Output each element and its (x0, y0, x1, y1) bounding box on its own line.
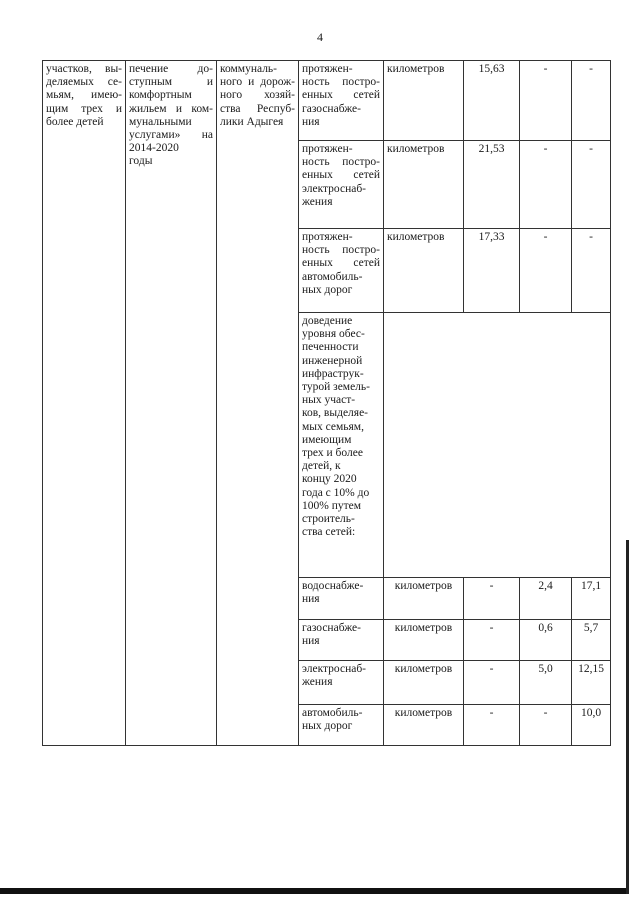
value-mid-cell: - (520, 705, 572, 746)
program-name-cell: печение до- ступным и комфортным жильем и ком- мунальными услугами» на 2014-2020 годы (126, 61, 217, 746)
indicator-cell: протяжен- ность постро- енных сетей газоснабже- ния (299, 61, 384, 141)
value-2014-cell: - (464, 661, 520, 705)
value-2014-cell: 17,33 (464, 229, 520, 313)
indicator-cell: протяжен- ность постро- енных сетей автомобиль- ных дорог (299, 229, 384, 313)
unit-cell: километров (384, 578, 464, 620)
value-2020-cell: - (572, 141, 611, 229)
value-mid-cell: 5,0 (520, 661, 572, 705)
empty-merged-cell (384, 313, 611, 578)
unit-cell: километров (384, 229, 464, 313)
value-2020-cell: 12,15 (572, 661, 611, 705)
indicators-table (42, 60, 611, 746)
value-mid-cell: 0,6 (520, 620, 572, 661)
ministry-cell: коммуналь- ного и дорож- ного хозяй- ства Респуб- лики Адыгея (217, 61, 299, 746)
indicator-cell: электроснаб- жения (299, 661, 384, 705)
unit-cell: километров (384, 141, 464, 229)
value-mid-cell: 2,4 (520, 578, 572, 620)
unit-cell: километров (384, 620, 464, 661)
unit-cell: километров (384, 61, 464, 141)
indicator-cell: автомобиль- ных дорог (299, 705, 384, 746)
value-mid-cell: - (520, 141, 572, 229)
indicator-heading-cell: доведение уровня обес- печенности инженерной инфраструк- турой земель- ных участ- ков, выделяе- мых семьям, имеющим трех и более детей, к концу 2020 года с 10% до 100% путем строитель- ства сетей: (299, 313, 384, 578)
value-2020-cell: 10,0 (572, 705, 611, 746)
value-2020-cell: - (572, 229, 611, 313)
unit-cell: километров (384, 661, 464, 705)
land-plots-cell: участков, вы- деляемых се- мьям, имею- щим трех и более детей (43, 61, 126, 746)
indicator-cell: газоснабже- ния (299, 620, 384, 661)
value-mid-cell: - (520, 229, 572, 313)
page-number: 4 (317, 30, 323, 44)
value-2020-cell: 17,1 (572, 578, 611, 620)
value-2014-cell: 15,63 (464, 61, 520, 141)
value-2014-cell: - (464, 705, 520, 746)
indicator-cell: протяжен- ность постро- енных сетей электроснаб- жения (299, 141, 384, 229)
scan-edge-bottom (0, 888, 626, 894)
value-2020-cell: - (572, 61, 611, 141)
table-row (43, 61, 611, 141)
value-mid-cell: - (520, 61, 572, 141)
value-2014-cell: - (464, 578, 520, 620)
scan-edge-right (626, 540, 629, 894)
indicator-cell: водоснабже- ния (299, 578, 384, 620)
value-2014-cell: 21,53 (464, 141, 520, 229)
value-2020-cell: 5,7 (572, 620, 611, 661)
value-2014-cell: - (464, 620, 520, 661)
unit-cell: километров (384, 705, 464, 746)
